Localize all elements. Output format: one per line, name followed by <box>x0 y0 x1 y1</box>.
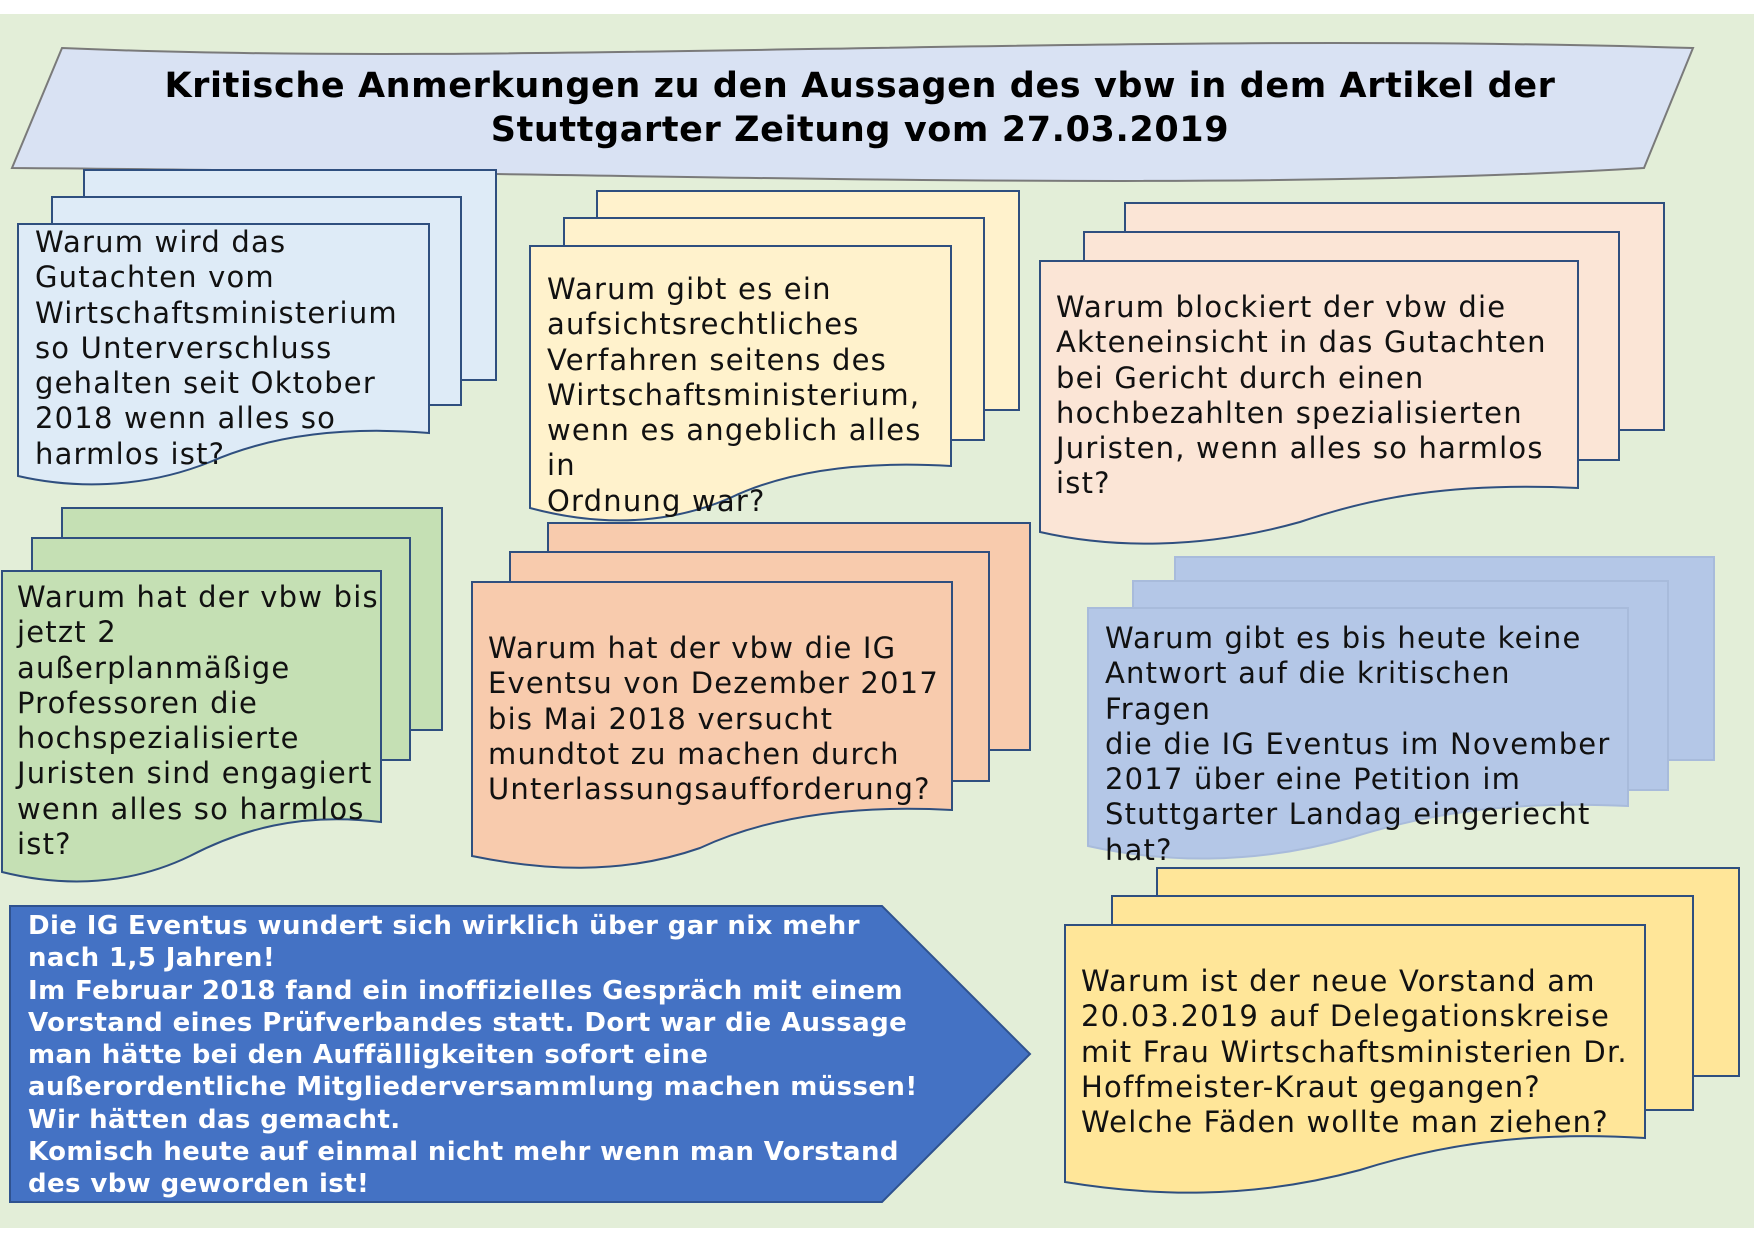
card-text-verfahren: Warum gibt es ein aufsichtsrechtliches Verfahren seitens des Wirtschaftsministerium, wenn es angeblich alles in Ordnung war? <box>547 272 922 518</box>
conclusion-text: Die IG Eventus wundert sich wirklich über gar nix mehr nach 1,5 Jahren! Im Februar 2018 fand ein inoffizielles Gespräch mit einem Vorstand eines Prüfverbandes statt. Dort war die Aussage man hätte bei den Auffälligkeiten sofort eine außerordentliche Mitgliederversammlung machen müssen! Wir hätten das gemacht. Komisch heute auf einmal nicht mehr wenn man Vorstand des vbw geworden ist! <box>28 911 918 1200</box>
card-text-petition: Warum gibt es bis heute keine Antwort auf die kritischen Fragen die die IG Eventus im November 2017 über eine Petition im Stuttgarter Landag eingeriecht hat? <box>1105 621 1611 867</box>
card-text-delegation: Warum ist der neue Vorstand am 20.03.2019 auf Delegationskreise mit Frau Wirtschaftsministerien Dr. Hoffmeister-Kraut gegangen? Welche Fäden wollte man ziehen? <box>1081 964 1628 1140</box>
title-line-1: Kritische Anmerkungen zu den Aussagen des vbw in dem Artikel der <box>164 66 1556 106</box>
page-title <box>70 64 1650 152</box>
card-text-mundtot: Warum hat der vbw die IG Eventsu von Dezember 2017 bis Mai 2018 versucht mundtot zu machen durch Unterlassungsaufforderung? <box>488 631 939 807</box>
card-text-akteneinsicht: Warum blockiert der vbw die Akteneinsicht in das Gutachten bei Gericht durch einen hochbezahlten spezialisierten Juristen, wenn alles so harmlos ist? <box>1056 290 1547 501</box>
title-line-2: Stuttgarter Zeitung vom 27.03.2019 <box>490 110 1230 150</box>
card-text-professoren: Warum hat der vbw bis jetzt 2 außerplanmäßige Professoren die hochspezialisierte Juristen sind engagiert wenn alles so harmlos ist? <box>17 580 379 862</box>
card-text-gutachten: Warum wird das Gutachten vom Wirtschaftsministerium so Unterverschluss gehalten seit Oktober 2018 wenn alles so harmlos ist? <box>35 225 398 471</box>
